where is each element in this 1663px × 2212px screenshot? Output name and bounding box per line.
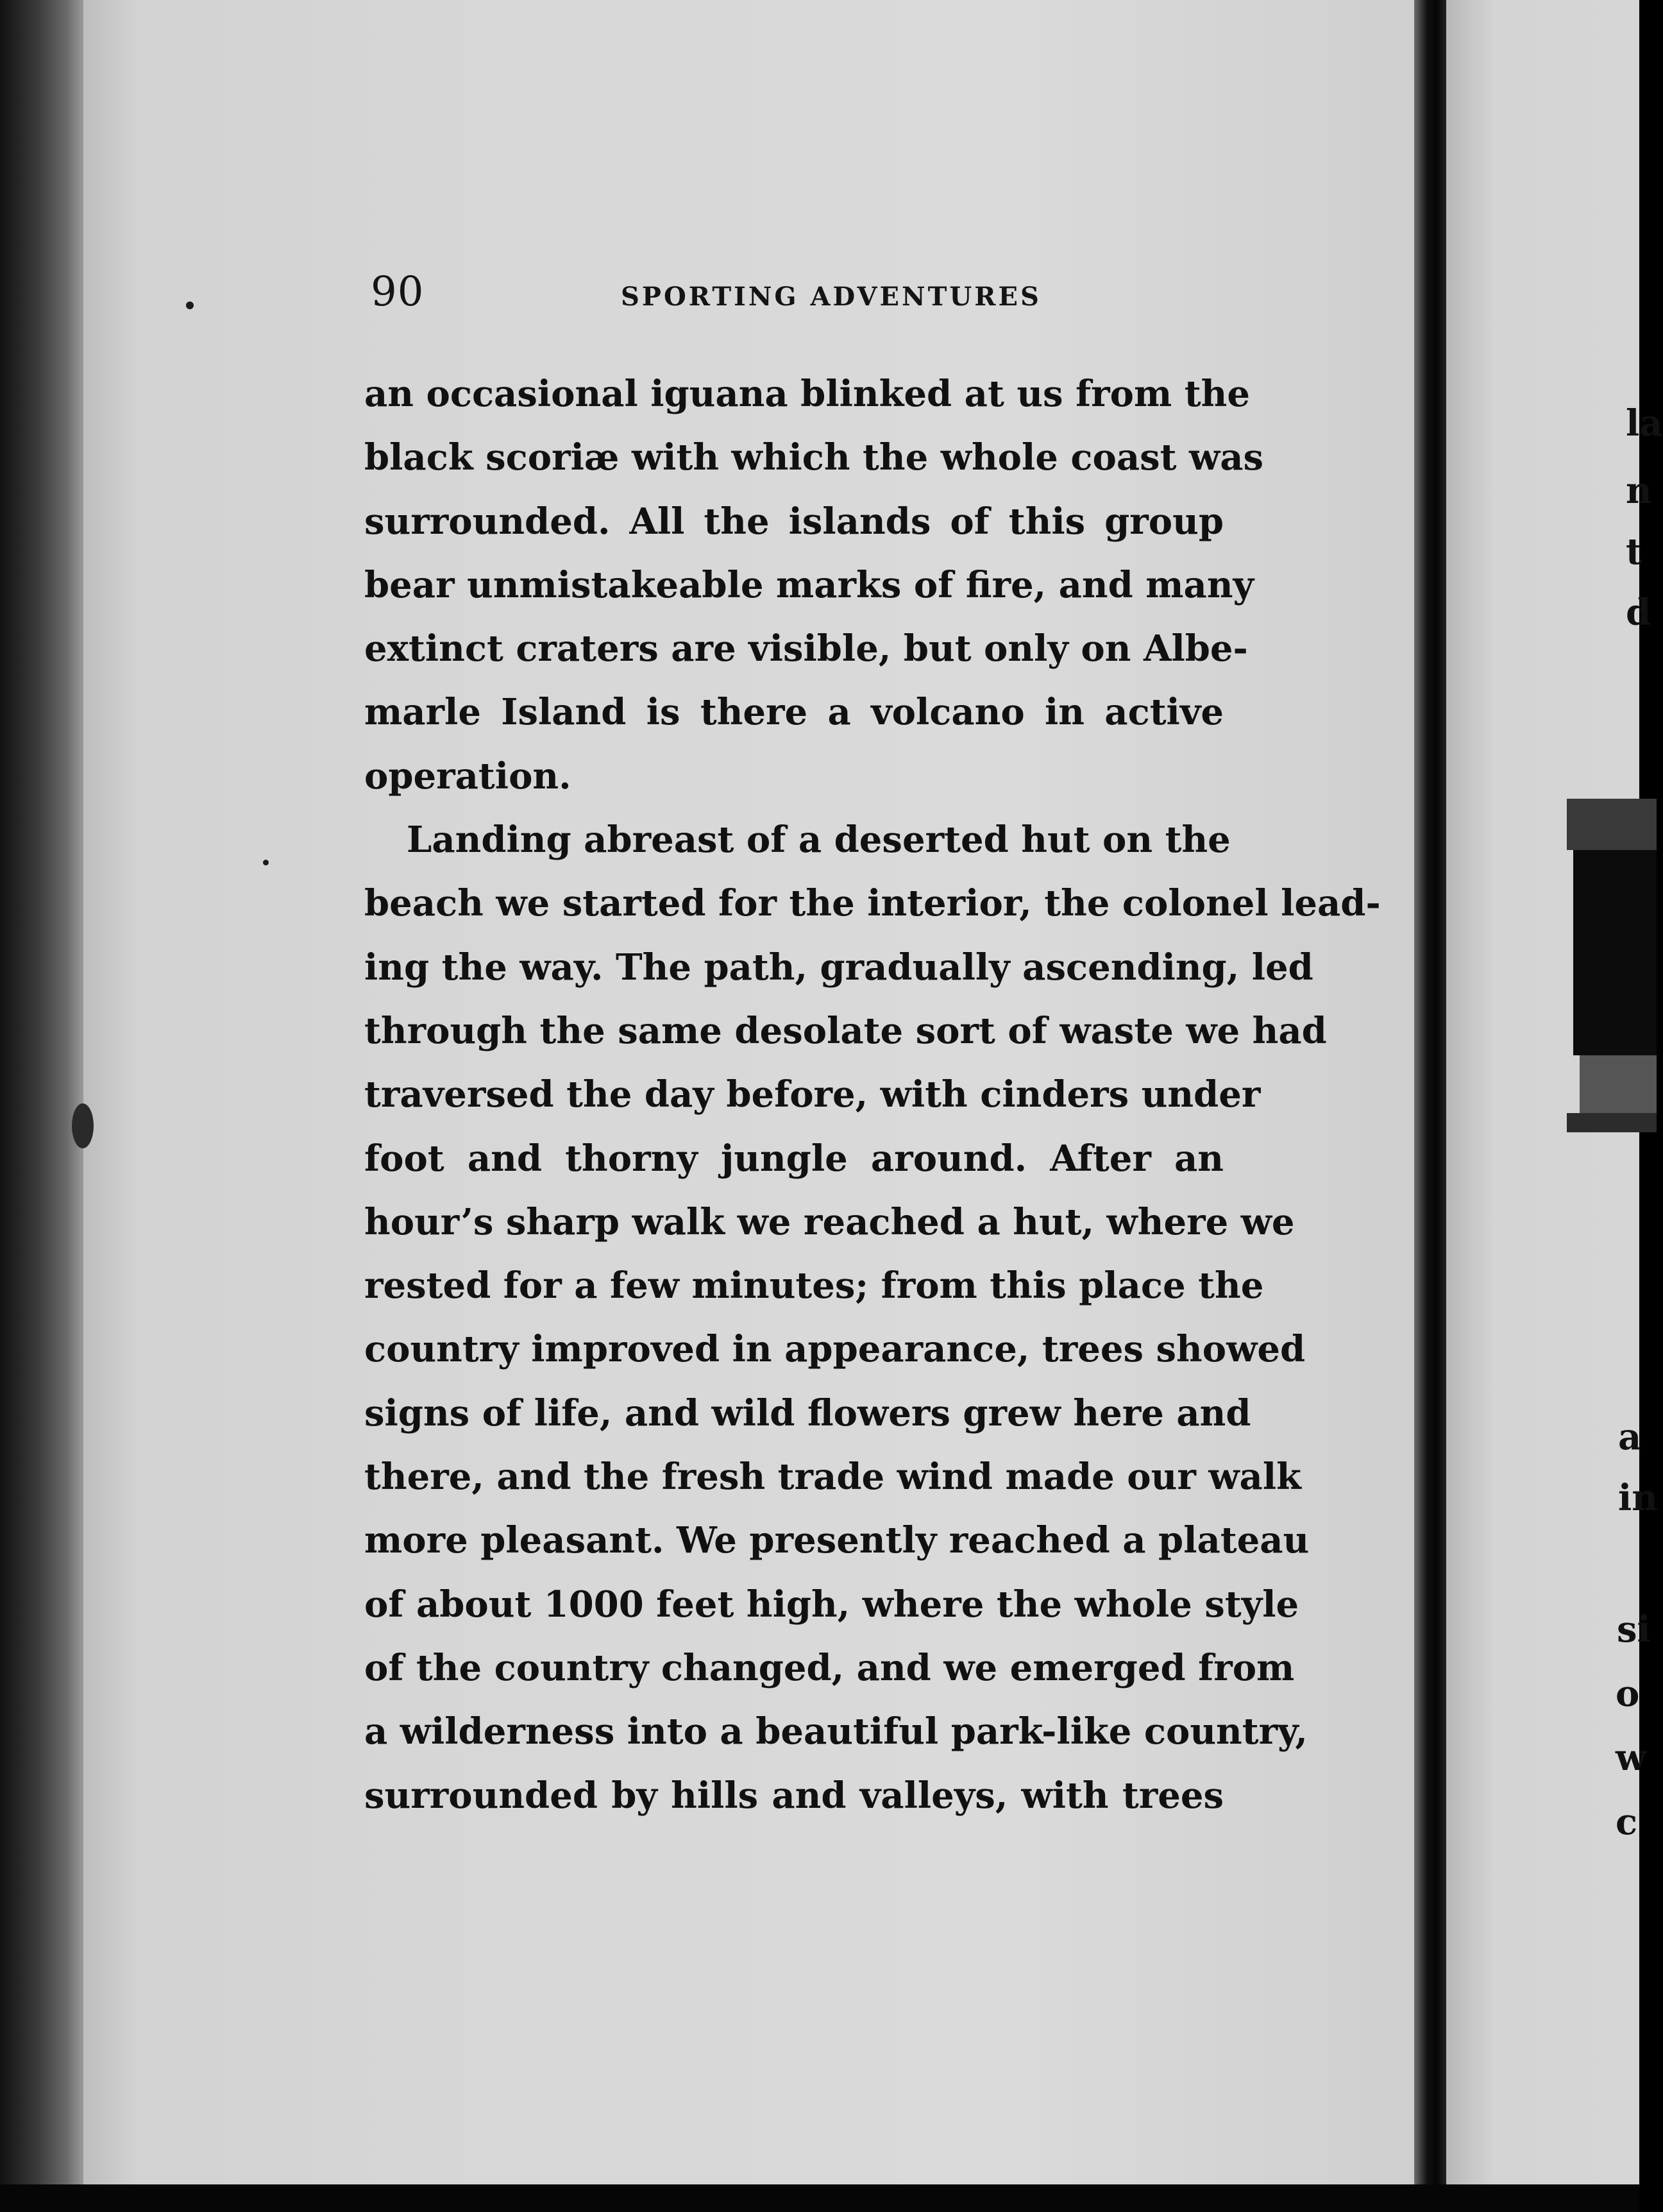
facing-page-fragment: c xyxy=(1616,1801,1638,1843)
text-line: of about 1000 feet high, where the whole style xyxy=(364,1583,1299,1626)
facing-page-fragment: t xyxy=(1626,531,1642,573)
text-line: rested for a few minutes; from this place the xyxy=(364,1264,1264,1307)
facing-page-fragment: w xyxy=(1616,1737,1647,1779)
paragraph-first-line: Landing abreast of a deserted hut on the xyxy=(407,819,1231,862)
book-gutter xyxy=(1414,0,1446,2212)
ink-speck xyxy=(72,1103,94,1148)
text-line: there, and the fresh trade wind made our walk xyxy=(364,1456,1301,1499)
text-line: surrounded by hills and valleys, with trees xyxy=(364,1774,1224,1817)
text-line: through the same desolate sort of waste we had xyxy=(364,1009,1327,1052)
left-page-edge xyxy=(0,0,83,2212)
text-line: bear unmistakeable marks of fire, and many xyxy=(364,563,1254,606)
facing-page xyxy=(1446,0,1663,2212)
ink-speck xyxy=(186,302,194,309)
facing-page-fragment: o xyxy=(1616,1672,1640,1715)
text-line: traversed the day before, with cinders under xyxy=(364,1073,1261,1116)
engraving-fragment-icon xyxy=(1567,773,1657,1184)
text-line: of the country changed, and we emerged from xyxy=(364,1646,1295,1689)
scan-bottom-edge xyxy=(0,2184,1639,2212)
text-line: an occasional iguana blinked at us from the xyxy=(364,373,1250,415)
text-line: more pleasant. We presently reached a plateau xyxy=(364,1519,1310,1562)
text-line: signs of life, and wild flowers grew here and xyxy=(364,1391,1251,1434)
text-line: country improved in appearance, trees showed xyxy=(364,1328,1306,1371)
text-line: marle Island is there a volcano in active xyxy=(364,691,1224,734)
text-line: a wilderness into a beautiful park-like country, xyxy=(364,1710,1308,1753)
text-line: extinct craters are visible, but only on Albe- xyxy=(364,627,1248,670)
facing-page-fragment: la xyxy=(1626,402,1663,445)
facing-page-fragment: in xyxy=(1618,1477,1658,1519)
text-line: hour’s sharp walk we reached a hut, where we xyxy=(364,1200,1295,1243)
text-line: operation. xyxy=(364,754,571,797)
facing-page-fragment: a xyxy=(1618,1416,1642,1458)
ink-speck xyxy=(263,860,269,865)
page-number: 90 xyxy=(371,268,425,316)
text-line: beach we started for the interior, the colonel lead- xyxy=(364,882,1381,925)
facing-page-fragment: n xyxy=(1626,470,1652,512)
facing-page-fragment: si xyxy=(1617,1608,1651,1651)
text-line: surrounded. All the islands of this group xyxy=(364,500,1224,543)
text-line: foot and thorny jungle around. After an xyxy=(364,1137,1224,1180)
text-line: ing the way. The path, gradually ascending, led xyxy=(364,946,1313,989)
text-line: black scoriæ with which the whole coast was xyxy=(364,436,1264,479)
running-title: SPORTING ADVENTURES xyxy=(621,282,1042,312)
body-text xyxy=(364,362,1381,1828)
facing-page-fragment: d xyxy=(1626,591,1651,634)
running-head xyxy=(371,266,1224,318)
